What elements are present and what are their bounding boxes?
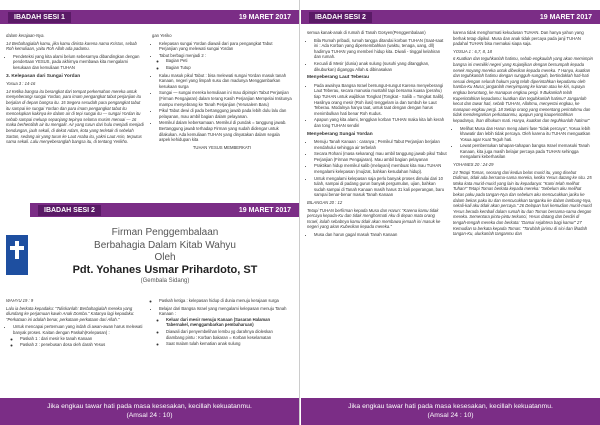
date-label: 19 MARET 2017: [238, 206, 291, 214]
list-item: • Secara Rohani (masa sekarang) mau ambil tanggung jawab pikul Tabut Perjanjian (Firman Pengajaran). Mau ambil bagian pelayanan: [314, 151, 447, 162]
pastor-name: Pdt. Yohanes Usmar Prihardoto, ST: [72, 264, 258, 276]
paragraph: karena tidak menghormati kekudusan TUHAN. Dan hanya yahun yang berhak tetap dipikul. Musa dan anak tidak percaya pada janji TUHAN padahal TUHAN bisa memakai siapa saja.: [453, 30, 584, 47]
closing-text: TUHAN YESUS MEMBERKATI: [192, 144, 252, 150]
lower-column-2: [152, 298, 292, 349]
verse-text: Tetapi TUHAN berfirman kepada Musa dan Harun: "Karena kamu tidak percaya kepada-Ku dan tidak menghormati Aku di depan mata orang Israel, itulah sebabnya kamu tidak akan membawa jemaah ini masuk ke negeri yang akan Kuberikan kepada mereka.": [307, 207, 441, 230]
sub-item: ◦ Keluar dari mesir menuju Kanaan (Sasaran Halaman Tabernakel, menggambarkan pembaharuan): [166, 317, 292, 328]
verse-reference: BILANGAN 20 : 12: [307, 200, 343, 206]
date-label: 19 MARET 2017: [238, 13, 291, 21]
left-column-1: [6, 33, 144, 147]
footer-reference: (Amsal 24 : 10): [126, 411, 173, 419]
footer-banner: [0, 398, 299, 425]
sub-item: ◦ Paskah 2 : penebusan dosa oleh darah Yesus: [20, 342, 144, 348]
left-column-2: [152, 33, 292, 152]
list-item: • Lewat pembentukan tahapan-tahapan bangsa Israel memasuki Tanah Kanaan, kita juga masih belajar percaya pada TUHAN sehingga mengalami keberhasilan: [460, 143, 593, 160]
list-item: [13, 324, 144, 347]
verse-text: dalam kerajaan-Nya.: [6, 33, 45, 38]
sub-item: ◦ Paskah 1 : dari mesir ke tanah Kanaan: [20, 336, 144, 342]
list-item: • Bila Rumah pribadi, rumah tangga ditandai korban TUHAN (Saat-saat ini : Ada Korban yang dipersembahkan (waktu, tenaga, uang, dll) hadirnya TUHAN yang memberi hidup kita. Diwali - tinggal kelahiran dan rumah.: [314, 38, 447, 60]
list-item: • Menuju Tanah Kanaan : caranya ; Pemikul Tabut Perjanjian berjalan mendahului sehingga air terbelah: [314, 139, 447, 150]
verse-text: Lalu ia berkata kepadaku: "Tuliskanlah: Berbahagialah mereka yang diundang ke perjamuan kawin Anak Domba." Katanya lagi kepadaku: "Perkataan ini adalah benar, perkataan-perkataan dari Allah.": [6, 305, 135, 322]
cover-header: [30, 203, 299, 217]
verse-text: 24 Tetapi Tomas, seorang dari kedua belas murid itu, yang disebut Didimus, tidak ada bersama-sama mereka, ketika Yesus datang ke situ. 25 Maka kata murid-murid yang lain itu kepadanya: "Kami telah melihat Tuhan!" Tetapi Tomas berkata kepada mereka: "Sebelum aku melihat bekas paku pada tangan-Nya dan sebelum aku mencucukkan jariku ke dalam bekas paku itu dan mencucukkan tanganku ke dalam lambung-Nya, sekali-kali aku tidak akan percaya." 26 Delapan hari kemudian murid-murid Yesus berada kembali dalam rumah itu dan Tomas bersama-sama dengan mereka. Sementara pintu-pintu terkunci, Yesus datang dan berdiri di tengah-tengah mereka dan berkata: "Damai sejahtera bagi kamu!" 27 Kemudian Ia berkata kepada Tomas: "Taruhlah jarimu di sini dan lihatlah tangan-Ku, ulurkanlah tanganmu dan: [453, 169, 592, 237]
list-item: • Pendeteksi yang kita alami belum sebesarnya dibandingkan dengan pendertaan YESUS, pada akhirnya membawa kita mengalami kesukaan dan kemuliaan TUHAN: [13, 54, 144, 71]
list-item: • Pada awalnya Bangsa Israel bersungut-sungut Karena menyeberangi Laut Teberau, secara manusia mustahil tapi bersama kuasa (perahu) tiap TUHAN untuk wajibkan Tongkat (Tongkat - Saliib = Tongkat Salib). Hasilnya orang mesir (Roh ilusi) tenggelam ia dan tumbuh ke Laut Teberau. Modalnya hanya taat, untuk taat dengan dengan harus menimbulkan hati benar Roh Kudus.: [314, 83, 447, 117]
page-header: [0, 10, 299, 24]
session-label: IBADAH SESI 1: [8, 12, 71, 23]
list-item: • Sungai — sungai mereka kemuliaan ini mau dipimpin Tabut Perjanjian (Firman Pengajaran) dalam terang Kasih Perjanjian Mempelai Insitunya mampu menyebrang ke Tanah Perjanjian (Yerusalem Baru): [159, 90, 292, 107]
list-item: • Apapun yang kita alami, tenggkan korban TUHAN maka kita lah kerah dan tong TUHAN sendiri: [314, 117, 447, 128]
sub-item: ◦ Saat malam tulah kematian anak sulung: [166, 341, 292, 347]
list-item: • Kalau masuk pikul Tabut : bisa melewati sungai Yordan masuk tanah Kanaan, negeri yang limpah susu dan madunya Menggambarkan kesukaan surga: [159, 73, 292, 90]
paragraph: semua kanak-anak di rumah di Tanah Gosyen(Penggembalaan): [307, 30, 426, 35]
list-item: • Melihat Musa dan Harun meng alami fase "tidak percaya", Yosua lebih khawatir dan lebih tidak percaya. Oleh karena itu TUHAN menguatkan Yosua agar Kuat Teguh hati.: [460, 126, 593, 143]
section-heading: Menyeberang Sungai Yordan: [307, 131, 373, 137]
lower-column-1: [6, 298, 144, 350]
list-item: • Memikul dalam kebersamaan. Memikul di pundak = tanggung jawab. Bertanggung jawab terhadap Firman yang sudah didengar untuk dilakukan. Ada kemuliaan TUHAN yang dinyatakan dalam segala aspek kehidupan kita: [159, 120, 292, 142]
session-label: IBADAH SESI 2: [309, 12, 372, 23]
footer-reference: (Amsal 24 : 10): [427, 411, 474, 419]
right-column-2: [453, 30, 593, 239]
verse-reference: Yosua 3 : 14-16: [6, 81, 36, 87]
pastor-role: (Gembala Sidang): [140, 278, 190, 284]
verse-text: 6 Kuatkan dan teguhkanlah hatimu, sebab engkaulah yang akan memimpin bangsa ini memiliki negeri yang Kujanjikan dengan bersumpah kepada nenek moyang mereka untuk diberikan kepada mereka. 7 Hanya, kuatkan dan teguhkanlah hatimu dengan sungguh-sungguh, bertindaklah hati-hati sesuai dengan seluruh hukum yang telah diperintahkan kepadamu oleh hamba-Ku Musa; janganlah menyimpang ke kanan atau ke kiri, supaya engkau beruntung, ke manapun engkau pergi. 9 Bukankah telah Kuperintahkan kepadamu: kuatkan dan teguhkanlah hatimu? Janganlah kecut dan tawar hati, sebab TUHAN, Allahmu, menyertai engkau, ke manapun engkau pergi. 18 Setiap orang yang menentang perintahmu dan tidak mendengarkan perkataanmu, apapun yang kauperintahkan kepadanya, ihan dihukum mati. Hanya, kuatkan dan teguhkanlah hatimu!": [453, 56, 593, 123]
right-column-1: [307, 30, 447, 240]
footer-quote: Jika engkau tawar hati pada masa kesesakan, kecillah kekuatanmu.: [348, 403, 553, 410]
cover-subtitle: Berbahagia Dalam Kitab Wahyu: [94, 240, 236, 251]
date-label: 19 MARET 2017: [539, 13, 592, 21]
cover-title: Firman Penggembalaan: [111, 227, 219, 238]
list-item: • Praktikan hidup memikul salib (melayani) membuat kita mau TUHAN mengalami kelepasan (mujizat, bahkan kesudahan hidup).: [314, 163, 447, 174]
verse-reference: WAHYU 19 : 9: [6, 298, 34, 303]
list-item-text: Untuk mencapai pertemuan yang indah di awan-awan harus melewati banyak proses. Kaitan dengan Paskah(Kelepasan) :: [13, 324, 143, 335]
list-item: [159, 53, 292, 71]
session-label: IBADAH SESI 2: [38, 205, 101, 216]
verse-text: 14 Berbahagialah kamu, jika kamu dinista karena nama Kristus, sebab Roh kemuliaan, yaitu Roh Allah ada padamu.: [6, 40, 137, 52]
page-header: [301, 10, 600, 24]
list-item: • Musa dan harun gagal masuk Tanah Kanaan: [314, 232, 447, 238]
cover-by: Oleh: [154, 252, 176, 263]
footer-quote: Jika engkau tawar hati pada masa kesesakan, kecillah kekuatanmu.: [47, 403, 252, 410]
list-item-text: Belajar dari Bangsa Israel yang mengalami kelepasan menuju Tanah Kanaan :: [159, 305, 287, 317]
list-item: • Pikul Tabut dewi di pada bertanggung jawab pada lebih dulu lalu dan pelayanan, mau ambil bagian dalam pelayanan.: [159, 108, 292, 119]
paragraph: gan Yeriko: [152, 33, 172, 38]
right-page: [301, 0, 600, 425]
section-heading: 3. Kelepasan dari Sungai Yordan: [6, 73, 81, 79]
sub-item: ◦ Paskah ketiga : kelepasan hidup di dunia menuju kerajaan surga: [159, 298, 292, 304]
footer-banner: [301, 398, 600, 425]
section-heading: Menyeberang Laut Teberau: [307, 75, 370, 81]
list-item: [159, 306, 292, 347]
sub-item: ◦ Diawali dari penyembelihan lembu yg darahnya dioleskan diambang pintu : Korban bakaran = Korban keselamatan: [166, 329, 292, 340]
list-item: • Kecuali di Mesir (dunia) anak sulung (susuhi yang ditanggkan, dikuburkan) diganggu Allah & dibinasakan: [314, 61, 447, 72]
sub-item: ◦ Bagian Tutup: [166, 65, 292, 71]
sub-item: ◦ Bagian Peti: [166, 58, 292, 64]
verse-reference: YOSUA 1 : 6,7, 8, 18: [453, 48, 492, 54]
list-item-text: Tabut berbagi menjadi 2 :: [159, 52, 207, 58]
church-logo-icon: [6, 235, 28, 275]
verse-reference: YOHANES 20 : 24-29: [453, 162, 494, 168]
verse-text: 14 Ketika bangsa itu berangkat dari tempat perkemahan mereka untuk menyeberangi sungai Yordan, para imam pengangkat tabut perjanjian itu berjalan di depan bangsa itu. 15 Segera sesudah para pengangkat tabut itu sampai ke sungai Yordan dan para imam pengangkat tabut itu mencelupkan kakinya ke dalam air di tepi sungai itu — sungai Yordan itu sebab sampai meluap sepanjang tepinya selama musim menuai — 16 maka berhentilah air itu mengalir. Air yang turun dari hulu menjadi menjadi bendungan, jauh sekali, di dekat Adam, kota yang terletak di sebelah Sartan, sedang air yang turun ke Laut Araba itu, yakni Laut Asin, terputus sama sekali. Lalu menyeberanglah bangsa itu, di tentang Yerikho.: [6, 88, 144, 145]
list-item: • Untuk mengalami kelepasan saja perlu banyak proses dimulai dari 10 tulah, sampai di padang gurun banyak pergumulan, ujian, bahkan sudah sampai di Tanah Kanaan masih harus 31 kali peperangan, baru sampai benar-benar masuk Tanah Kanaan: [314, 176, 447, 198]
list-item: • Kelepasan sungai Yordan diawali dari para pengangkat Tabut Perjanjian yang melewati sungai Yordan: [159, 41, 292, 52]
